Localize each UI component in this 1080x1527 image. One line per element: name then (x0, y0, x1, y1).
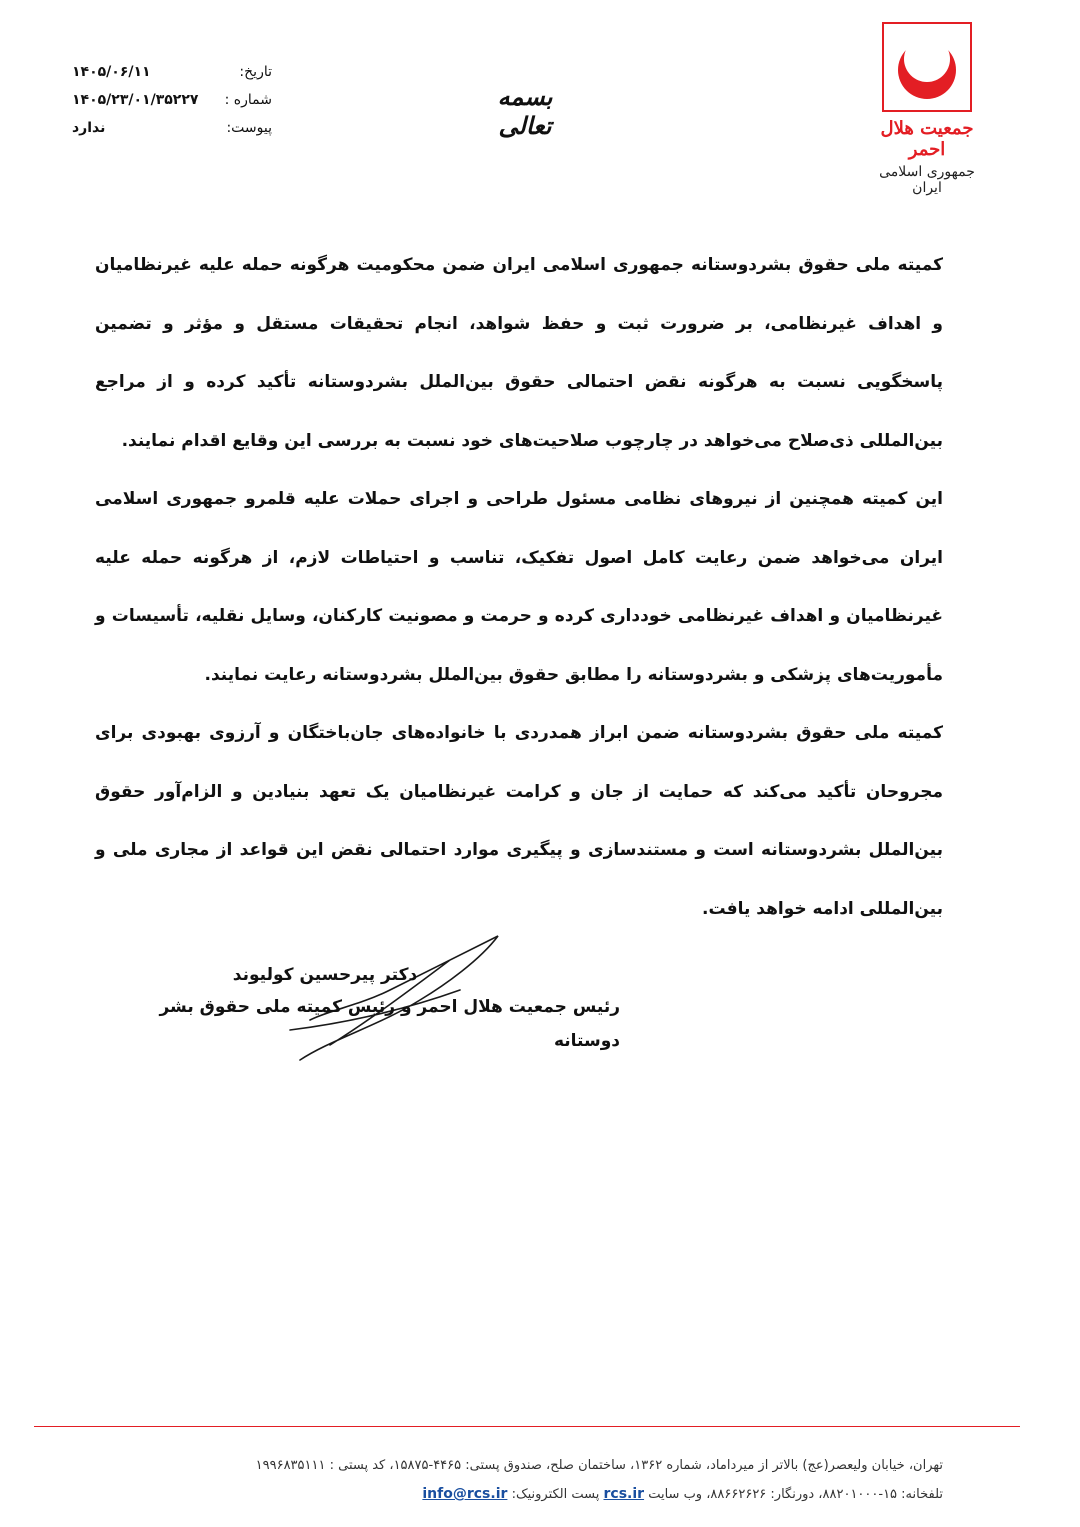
date-row (72, 58, 272, 86)
paragraph-3: کمیته ملی حقوق بشردوستانه ضمن ابراز همدردی با خانواده‌های جان‌باختگان و آرزوی بهبودی برای مجروحان تأکید می‌کند که حمایت از جان و کرامت غیرنظامیان یک تعهد بنیادین و الزام‌آور حقوق بین‌الملل بشردوستانه است و مستندسازی و پیگیری موارد احتمالی نقض این قواعد از مجاری ملی و بین‌المللی ادامه خواهد یافت. (95, 723, 943, 919)
email-label: پست الکترونیک: (511, 1487, 600, 1502)
paragraph-1: کمیته ملی حقوق بشردوستانه جمهوری اسلامی ایران ضمن محکومیت هرگونه حمله علیه غیرنظامیان و اهداف غیرنظامی، بر ضرورت ثبت و حفظ شواهد، انجام تحقیقات مستقل و مؤثر و تضمین پاسخگویی نسبت به هرگونه نقض احتمالی حقوق بین‌الملل بشردوستانه تأکید کرده و از مراجع بین‌المللی ذی‌صلاح می‌خواهد در چارچوب صلاحیت‌های خود نسبت به بررسی این وقایع اقدام نمایند. (95, 255, 943, 451)
date-label: تاریخ: (239, 64, 272, 80)
footer (123, 1452, 943, 1509)
logo (872, 22, 982, 196)
attachment-row (72, 114, 272, 142)
footer-address: تهران، خیابان ولیعصر(عج) بالاتر از میرداماد، شماره ۱۳۶۲، ساختمان صلح، صندوق پستی: ۴۴۶۵-۱۵۸۷۵، کد پستی : ۱۹۹۶۸۳۵۱۱۱ (255, 1458, 943, 1473)
org-subtitle: جمهوری اسلامی ایران (879, 164, 975, 196)
letter-meta (72, 58, 272, 142)
basmala: بسمه تعالی (497, 82, 553, 140)
signatory-title: رئیس جمعیت هلال احمر و رئیس کمیته ملی حقوق بشر دوستانه (159, 997, 620, 1051)
crescent-icon (892, 32, 962, 102)
website-link[interactable]: rcs.ir (603, 1486, 645, 1502)
footer-phones: تلفخانه: ۱۵-۸۸۲۰۱۰۰۰، دورنگار: ۸۸۶۶۲۶۲۶، وب سایت (648, 1487, 943, 1502)
number-row (72, 86, 272, 114)
email-link[interactable]: info@rcs.ir (422, 1486, 508, 1502)
org-name: جمعیت هلال احمر (880, 118, 974, 160)
signature-block (100, 960, 620, 1058)
footer-divider (34, 1426, 1020, 1427)
number-value: ۱۴۰۵/۲۳/۰۱/۳۵۲۲۷ (72, 92, 199, 108)
number-label: شماره : (224, 92, 272, 108)
letter-body (95, 236, 943, 938)
date-value: ۱۴۰۵/۰۶/۱۱ (72, 64, 151, 80)
red-crescent-logo (882, 22, 972, 112)
attachment-label: پیوست: (226, 120, 272, 136)
footer-contact (123, 1480, 943, 1509)
attachment-value: ندارد (72, 120, 106, 136)
paragraph-2: این کمیته همچنین از نیروهای نظامی مسئول طراحی و اجرای حملات علیه قلمرو جمهوری اسلامی ایران می‌خواهد ضمن رعایت کامل اصول تفکیک، تناسب و احتیاطات لازم، از هرگونه حمله علیه غیرنظامیان و اهداف غیرنظامی خودداری کرده و حرمت و مصونیت کارکنان، وسایل نقلیه، تأسیسات و مأموریت‌های پزشکی و بشردوستانه را مطابق حقوق بین‌الملل بشردوستانه رعایت نمایند. (95, 489, 943, 685)
signatory-name: دکتر پیرحسین کولیوند (232, 965, 418, 985)
